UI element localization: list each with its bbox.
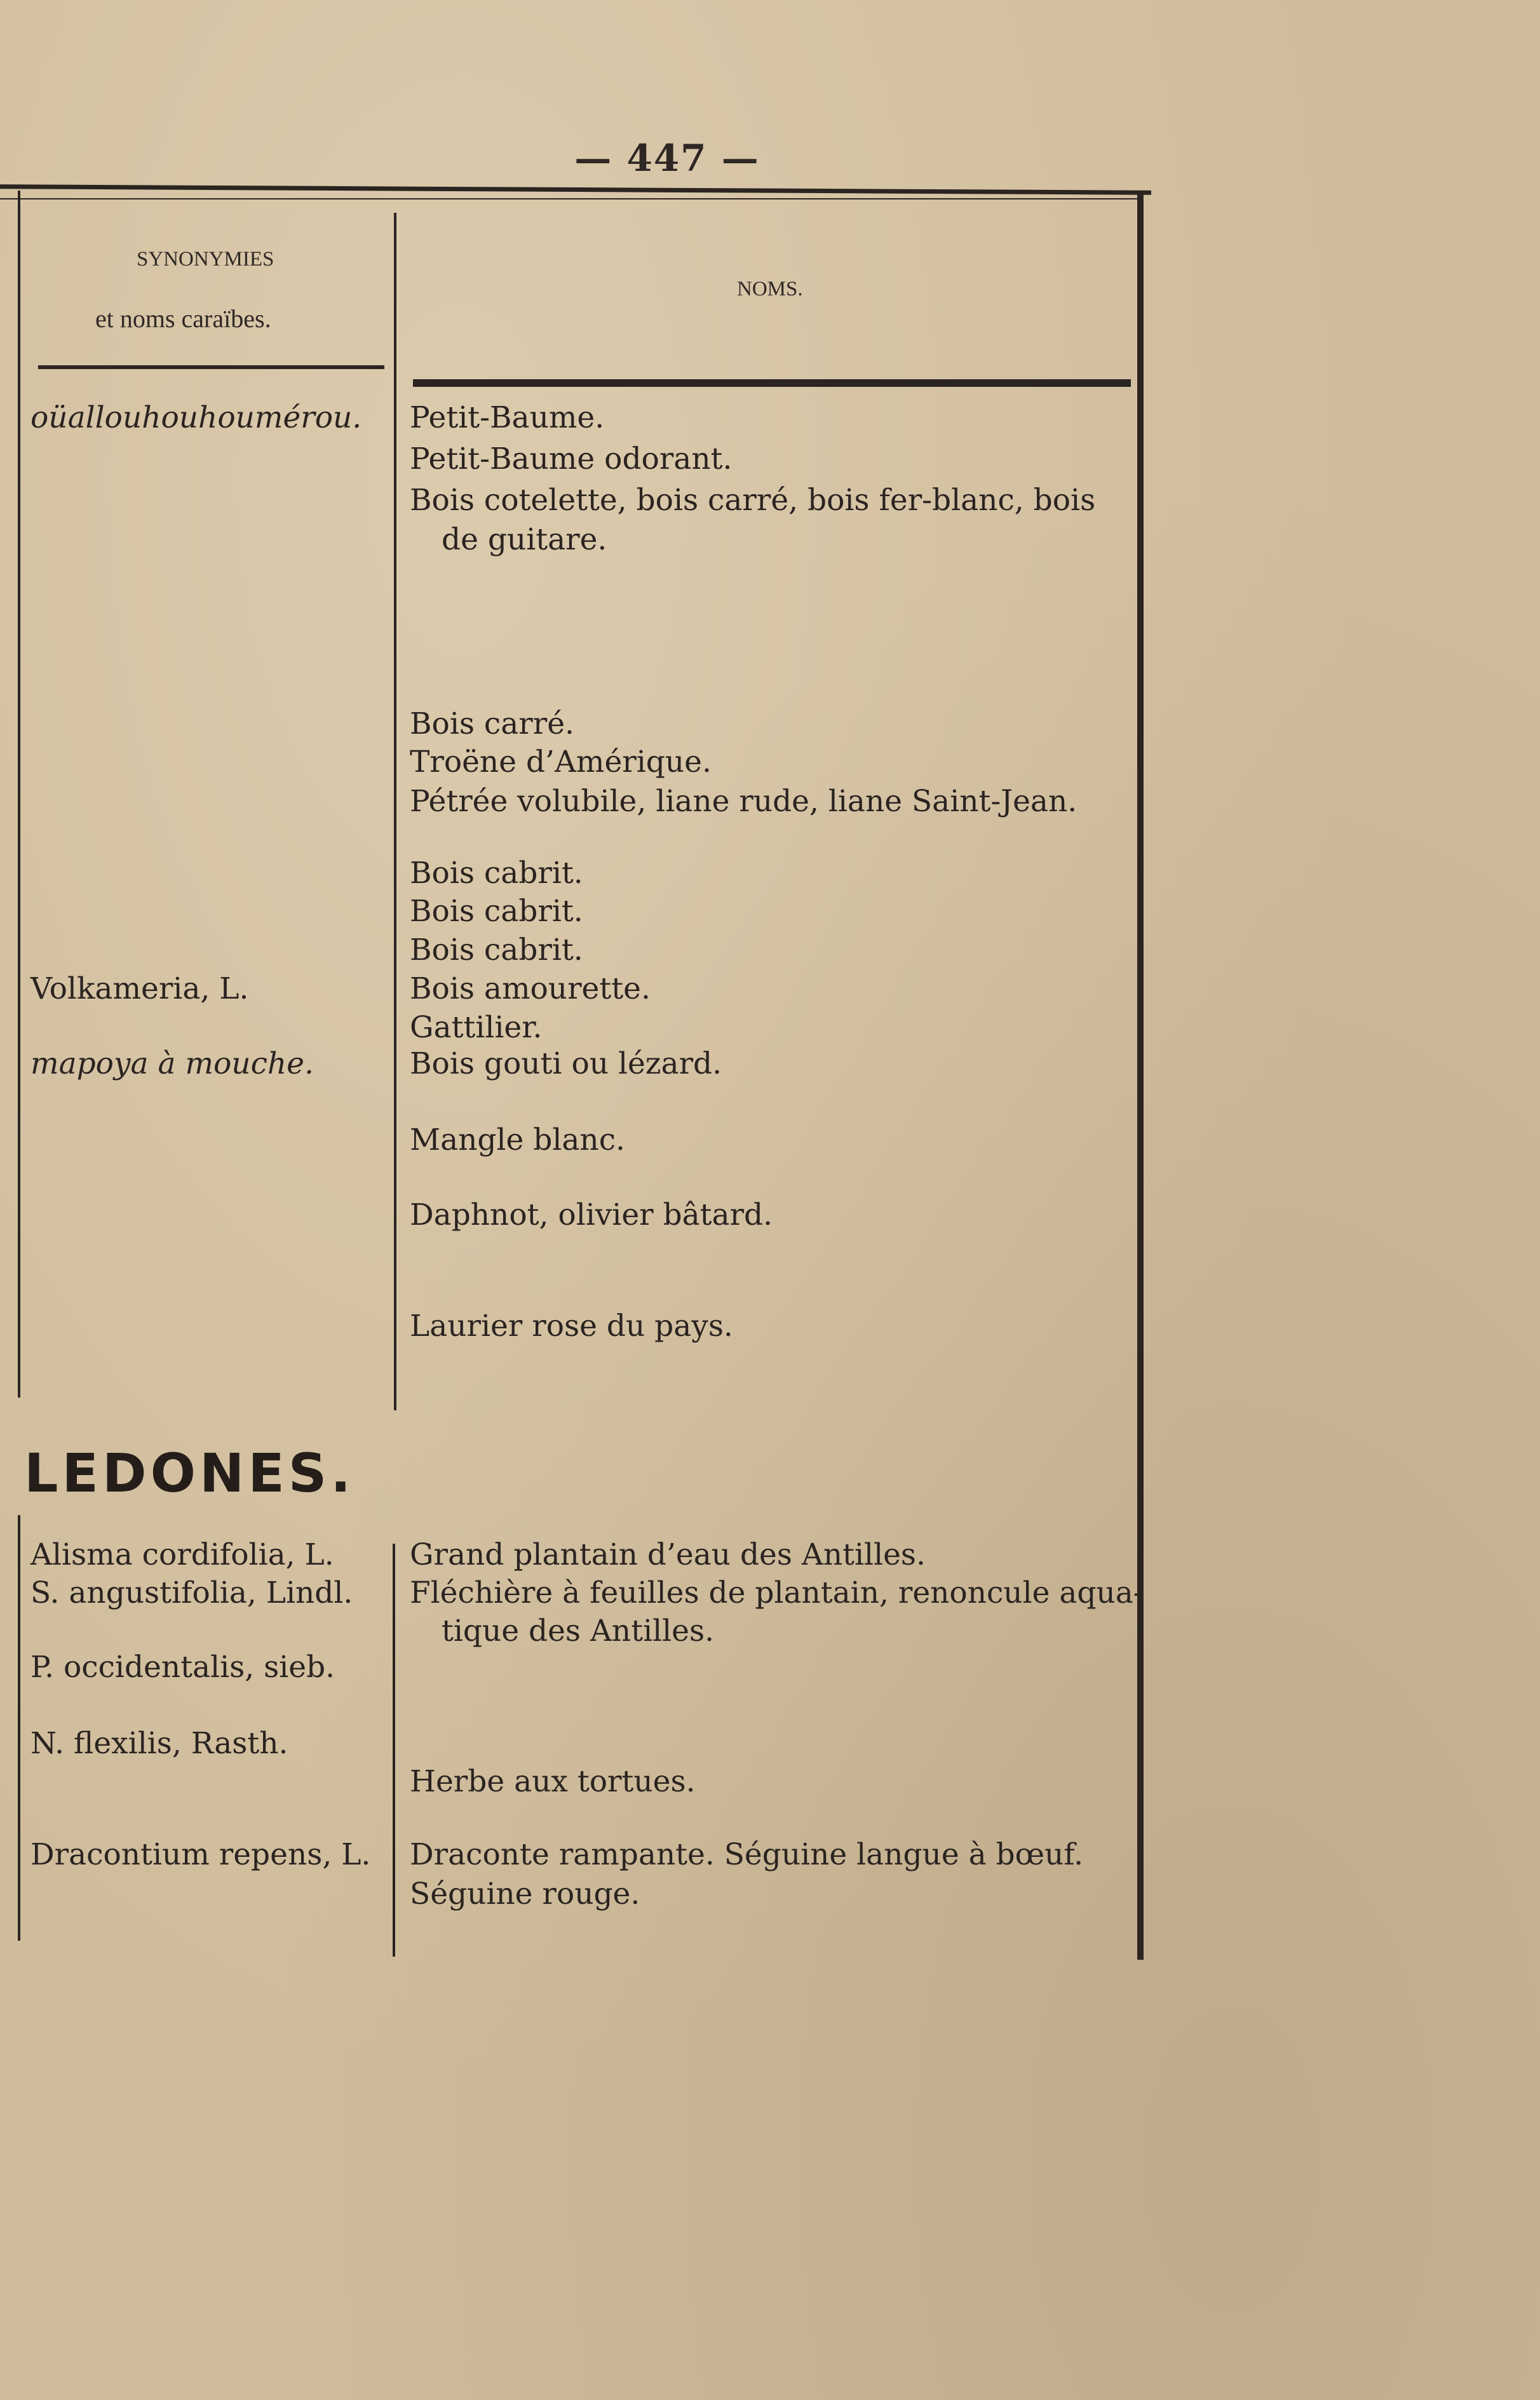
table-row bbox=[0, 743, 1540, 781]
header-noms-caraibes: et noms caraïbes. bbox=[95, 304, 271, 333]
name-cell: Troëne d’Amérique. bbox=[410, 745, 712, 779]
table-row bbox=[0, 1725, 1540, 1763]
name-cell: Fléchière à feuilles de plantain, renoncule aqua- bbox=[410, 1575, 1144, 1610]
name-cell: Pétrée volubile, liane rude, liane Saint-Jean. bbox=[410, 784, 1077, 819]
synonym-cell: Volkameria, L. bbox=[30, 971, 249, 1006]
synonym-cell: Alisma cordifolia, L. bbox=[30, 1537, 334, 1572]
table-row bbox=[0, 399, 1540, 437]
name-cell: Bois cabrit. bbox=[410, 894, 583, 929]
name-cell: Séguine rouge. bbox=[410, 1877, 640, 1911]
table-row bbox=[0, 1763, 1540, 1801]
header-noms: NOMS. bbox=[737, 278, 803, 300]
name-cell: Gattilier. bbox=[410, 1010, 543, 1045]
table-row bbox=[0, 1875, 1540, 1913]
name-cell: Petit-Baume. bbox=[410, 400, 605, 435]
section-title: LEDONES. bbox=[24, 1442, 355, 1504]
name-cell: Bois amourette. bbox=[410, 971, 651, 1006]
name-cell: Daphnot, olivier bâtard. bbox=[410, 1197, 773, 1232]
name-cell: de guitare. bbox=[442, 522, 607, 557]
synonym-cell: S. angustifolia, Lindl. bbox=[30, 1575, 353, 1610]
name-cell: Herbe aux tortues. bbox=[410, 1764, 696, 1799]
name-cell: Mangle blanc. bbox=[410, 1122, 625, 1157]
header-rule-left bbox=[38, 365, 384, 369]
synonym-cell: oüallouhouhoumérou. bbox=[30, 400, 362, 435]
name-cell: Bois gouti ou lézard. bbox=[410, 1046, 722, 1081]
name-cell: Bois cabrit. bbox=[410, 856, 583, 891]
synonym-cell: Dracontium repens, L. bbox=[30, 1837, 371, 1872]
table-row bbox=[0, 1121, 1540, 1159]
name-cell: Grand plantain d’eau des Antilles. bbox=[410, 1537, 926, 1572]
synonym-cell: P. occidentalis, sieb. bbox=[30, 1650, 335, 1685]
table-row bbox=[0, 440, 1540, 478]
table-row bbox=[0, 521, 1540, 559]
page-number: — 447 — bbox=[574, 137, 760, 180]
name-cell: Laurier rose du pays. bbox=[410, 1309, 733, 1344]
table-row bbox=[0, 893, 1540, 931]
synonym-cell: N. flexilis, Rasth. bbox=[30, 1726, 288, 1761]
name-cell: Bois cabrit. bbox=[410, 933, 583, 967]
table-row bbox=[0, 1536, 1540, 1574]
name-cell: Bois cotelette, bois carré, bois fer-blanc, bois bbox=[410, 483, 1096, 518]
table-row bbox=[0, 1009, 1540, 1047]
table-row bbox=[0, 1612, 1540, 1650]
table-row bbox=[0, 931, 1540, 969]
table-row bbox=[0, 1836, 1540, 1874]
table-row bbox=[0, 1307, 1540, 1345]
header-rule-right bbox=[413, 379, 1131, 387]
table-row bbox=[0, 482, 1540, 520]
header-synonymies: SYNONYMIES bbox=[137, 248, 274, 271]
table-row bbox=[0, 705, 1540, 743]
synonym-cell: mapoya à mouche. bbox=[30, 1046, 314, 1081]
table-row bbox=[0, 1648, 1540, 1687]
table-row bbox=[0, 854, 1540, 893]
name-cell: Petit-Baume odorant. bbox=[410, 442, 733, 476]
table-row bbox=[0, 783, 1540, 821]
table-row bbox=[0, 1196, 1540, 1234]
table-row bbox=[0, 1045, 1540, 1083]
table-top-rule-thin bbox=[0, 198, 1144, 199]
name-cell: Draconte rampante. Séguine langue à bœuf. bbox=[410, 1837, 1084, 1872]
table-row bbox=[0, 970, 1540, 1008]
table-row bbox=[0, 1574, 1540, 1612]
table-top-rule bbox=[0, 184, 1151, 194]
name-cell: Bois carré. bbox=[410, 706, 574, 741]
name-cell: tique des Antilles. bbox=[442, 1614, 715, 1648]
